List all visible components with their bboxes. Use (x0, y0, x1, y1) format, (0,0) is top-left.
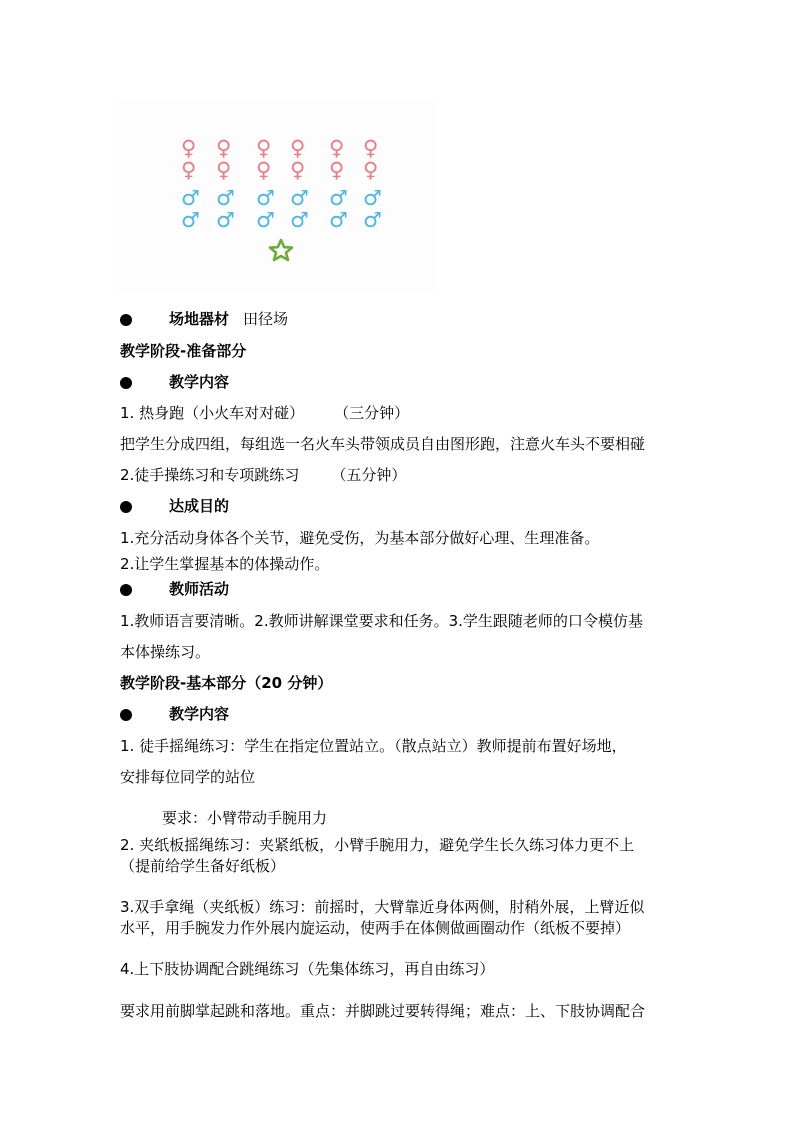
male-symbol-icon: ♂ (181, 186, 200, 210)
female-symbol-icon: ♀ (256, 158, 272, 182)
female-symbol-icon: ♀ (329, 136, 345, 160)
prep-item2-label: 2.徒手操练习和专项跳练习 (120, 466, 300, 484)
star-outline-icon (266, 238, 296, 262)
prep-teacher-line2: 本体操练习。 (120, 643, 211, 661)
male-symbol-icon: ♂ (216, 208, 235, 232)
bullet-icon (120, 501, 132, 513)
venue-value: 田径场 (243, 310, 289, 328)
prep-teacher-title: 教师活动 (169, 580, 230, 598)
female-symbol-icon: ♀ (216, 136, 232, 160)
bullet-icon (120, 377, 132, 389)
basic-p5-line1: 要求用前脚掌起跳和落地。重点：并脚跳过要转得绳；难点：上、下肢协调配合 (120, 1002, 646, 1020)
male-symbol-icon: ♂ (329, 186, 348, 210)
female-symbol-icon: ♀ (290, 136, 306, 160)
male-symbol-icon: ♂ (181, 208, 200, 232)
bullet-icon (120, 709, 132, 721)
prep-teacher-line1: 1.教师语言要清晰。2.教师讲解课堂要求和任务。3.学生跟随老师的口令模仿基 (120, 612, 643, 630)
venue-line (169, 312, 288, 327)
prep-goal-title: 达成目的 (169, 497, 230, 515)
female-symbol-icon: ♀ (216, 158, 232, 182)
basic-p3-line1: 3.双手拿绳（夹纸板）练习：前摇时，大臂靠近身体两侧，肘稍外展，上臂近似 (120, 898, 645, 916)
basic-heading: 教学阶段-基本部分（20 分钟） (120, 674, 333, 692)
basic-p1-requirement: 要求：小臂带动手腕用力 (162, 809, 328, 827)
basic-p4-line1: 4.上下肢协调配合跳绳练习（先集体练习，再自由练习） (120, 960, 495, 978)
prep-content-title: 教学内容 (169, 373, 230, 391)
venue-label: 场地器材 (169, 310, 230, 328)
male-symbol-icon: ♂ (290, 186, 309, 210)
female-symbol-icon: ♀ (363, 158, 379, 182)
female-symbol-icon: ♀ (181, 158, 197, 182)
male-symbol-icon: ♂ (363, 186, 382, 210)
male-symbol-icon: ♂ (256, 208, 275, 232)
basic-p2-line1: 2. 夹纸板摇绳练习：夹紧纸板，小臂手腕用力，避免学生长久练习体力更不上 (120, 836, 635, 854)
basic-content-title: 教学内容 (169, 705, 230, 723)
prep-item1-time: （三分钟） (334, 404, 410, 422)
formation-figure (118, 100, 436, 292)
prep-item2 (120, 468, 406, 483)
basic-p1-line1: 1. 徒手摇绳练习：学生在指定位置站立。（散点站立）教师提前布置好场地， (120, 737, 627, 755)
prep-item2-time: （五分钟） (331, 466, 407, 484)
male-symbol-icon: ♂ (290, 208, 309, 232)
prep-goal2: 2.让学生掌握基本的体操动作。 (120, 555, 330, 573)
bullet-icon (120, 314, 132, 326)
basic-p2-line2: （提前给学生备好纸板） (120, 857, 286, 875)
prep-item1-desc: 把学生分成四组，每组选一名火车头带领成员自由图形跑，注意火车头不要相碰 (120, 435, 646, 453)
prep-item1 (120, 406, 409, 421)
female-symbol-icon: ♀ (329, 158, 345, 182)
male-symbol-icon: ♂ (363, 208, 382, 232)
basic-p1-line2: 安排每位同学的站位 (120, 768, 256, 786)
male-symbol-icon: ♂ (216, 186, 235, 210)
bullet-icon (120, 584, 132, 596)
female-symbol-icon: ♀ (363, 136, 379, 160)
male-symbol-icon: ♂ (329, 208, 348, 232)
prep-heading: 教学阶段-准备部分 (120, 342, 247, 360)
prep-goal1: 1.充分活动身体各个关节，避免受伤，为基本部分做好心理、生理准备。 (120, 529, 600, 547)
female-symbol-icon: ♀ (181, 136, 197, 160)
female-symbol-icon: ♀ (256, 136, 272, 160)
prep-item1-label: 1. 热身跑（小火车对对碰） (120, 404, 305, 422)
male-symbol-icon: ♂ (256, 186, 275, 210)
female-symbol-icon: ♀ (290, 158, 306, 182)
basic-p3-line2: 水平，用手腕发力作外展内旋运动，使两手在体侧做画圈动作（纸板不要掉） (120, 919, 631, 937)
